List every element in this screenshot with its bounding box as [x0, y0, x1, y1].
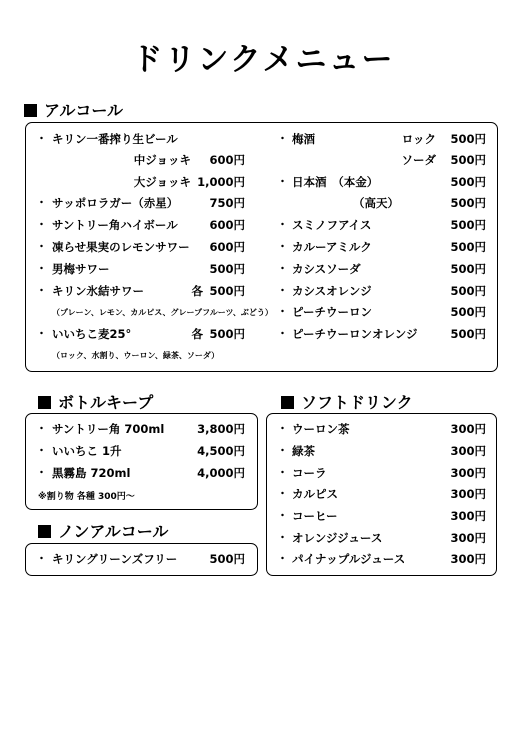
menu-item-price: 600円 [209, 153, 245, 167]
bullet-icon: ・ [36, 240, 47, 253]
section-heading-label: ボトルキープ [58, 393, 154, 412]
menu-item-name: カルーアミルク [292, 240, 372, 254]
bullet-icon: ・ [277, 327, 288, 340]
menu-item-name: 梅酒 [292, 132, 315, 146]
menu-item-name: スミノフアイス [292, 218, 372, 232]
menu-item-price: 1,000円 [197, 175, 245, 189]
menu-item-name: ウーロン茶 [292, 422, 350, 436]
section-heading-label: アルコール [44, 101, 124, 120]
menu-item-size: 中ジョッキ [133, 153, 191, 167]
section-heading-label: ノンアルコール [58, 522, 169, 541]
bullet-icon: ・ [277, 422, 288, 435]
menu-item-name: オレンジジュース [292, 531, 383, 545]
bullet-icon: ・ [36, 284, 47, 297]
menu-item-price: 300円 [450, 422, 486, 436]
bullet-icon: ・ [36, 552, 47, 565]
bullet-icon: ・ [36, 444, 47, 457]
menu-item-price: 300円 [450, 487, 486, 501]
menu-item-price: 600円 [209, 218, 245, 232]
menu-item-price: 500円 [450, 240, 486, 254]
bottle-keep-note: ※割り物 各種 300円～ [38, 492, 135, 502]
menu-item-note: （ロック、水割り、ウーロン、緑茶、ソーダ） [52, 351, 220, 360]
menu-item-price: 500円 [209, 552, 245, 566]
menu-item-price: 500円 [450, 327, 486, 341]
menu-item-name: カルピス [292, 487, 338, 501]
menu-item-price: 500円 [450, 284, 486, 298]
menu-item-name: コーヒー [292, 509, 338, 523]
menu-item-price: 500円 [209, 327, 245, 341]
section-heading-label: ソフトドリンク [301, 393, 413, 412]
menu-item-price: 300円 [450, 531, 486, 545]
menu-item-size: 大ジョッキ [133, 175, 191, 189]
menu-item-name: いいちこ 1升 [52, 444, 122, 458]
menu-item-price: 3,800円 [197, 422, 245, 436]
menu-item-price: 300円 [450, 466, 486, 480]
bullet-icon: ・ [277, 132, 288, 145]
page-title: ドリンクメニュー [131, 42, 395, 78]
bullet-icon: ・ [277, 240, 288, 253]
menu-item-name: （高天） [353, 196, 399, 210]
menu-item-each-label: 各 [191, 327, 203, 341]
menu-item-price: 500円 [450, 218, 486, 232]
menu-item-price: 750円 [209, 196, 245, 210]
bullet-icon: ・ [277, 531, 288, 544]
menu-item-name: キリングリーンズフリー [52, 552, 178, 566]
menu-item-name: サントリー角 700ml [52, 422, 165, 436]
square-bullet-icon [281, 396, 294, 409]
menu-item-price: 4,000円 [197, 466, 245, 480]
section-heading-non-alcohol [38, 519, 168, 542]
menu-item-price: 600円 [209, 240, 245, 254]
menu-item-price: 300円 [450, 509, 486, 523]
bullet-icon: ・ [277, 466, 288, 479]
bullet-icon: ・ [277, 509, 288, 522]
menu-item-name: カシスオレンジ [292, 284, 372, 298]
bullet-icon: ・ [277, 487, 288, 500]
menu-item-name: 男梅サワー [52, 262, 110, 276]
bullet-icon: ・ [36, 132, 47, 145]
menu-item-price: 500円 [450, 132, 486, 146]
bullet-icon: ・ [277, 552, 288, 565]
menu-item-price: 500円 [450, 305, 486, 319]
menu-item-price: 500円 [450, 196, 486, 210]
menu-item-name: いいちこ麦25° [52, 327, 132, 341]
menu-item-name: コーラ [292, 466, 327, 480]
menu-item-name: カシスソーダ [292, 262, 361, 276]
bullet-icon: ・ [277, 218, 288, 231]
menu-item-name: 緑茶 [292, 444, 315, 458]
bullet-icon: ・ [277, 262, 288, 275]
menu-item-price: 500円 [209, 284, 245, 298]
menu-item-price: 500円 [450, 262, 486, 276]
menu-item-name: 黒霧島 720ml [52, 466, 131, 480]
menu-item-price: 500円 [450, 175, 486, 189]
bullet-icon: ・ [36, 218, 47, 231]
bullet-icon: ・ [36, 262, 47, 275]
bullet-icon: ・ [36, 422, 47, 435]
bullet-icon: ・ [36, 327, 47, 340]
menu-item-price: 500円 [450, 153, 486, 167]
bullet-icon: ・ [277, 305, 288, 318]
menu-item-price: 500円 [209, 262, 245, 276]
menu-item-name: 日本酒 （本金） [292, 175, 379, 189]
section-heading-alcohol [24, 98, 123, 121]
menu-item-name: ピーチウーロンオレンジ [292, 327, 418, 341]
menu-item-name: サントリー角ハイボール [52, 218, 178, 232]
square-bullet-icon [38, 396, 51, 409]
menu-item-price: 300円 [450, 444, 486, 458]
menu-item-note: （プレーン、レモン、カルピス、グレープフルーツ、ぶどう） [52, 308, 273, 317]
menu-item-style: ソーダ [401, 153, 436, 167]
menu-item-style: ロック [401, 132, 436, 146]
bullet-icon: ・ [36, 466, 47, 479]
bullet-icon: ・ [277, 444, 288, 457]
menu-item-name: キリン氷結サワー [52, 284, 144, 298]
menu-item-name: パイナップルジュース [292, 552, 406, 566]
menu-item-name: ピーチウーロン [292, 305, 373, 319]
section-heading-bottle-keep [38, 390, 153, 413]
menu-item-price: 4,500円 [197, 444, 245, 458]
bullet-icon: ・ [277, 284, 288, 297]
menu-item-price: 300円 [450, 552, 486, 566]
bullet-icon: ・ [36, 196, 47, 209]
square-bullet-icon [24, 104, 37, 117]
bullet-icon: ・ [277, 175, 288, 188]
square-bullet-icon [38, 525, 51, 538]
menu-item-name: サッポロラガー（赤星） [52, 196, 179, 210]
section-heading-soft-drinks [281, 390, 413, 413]
menu-item-name: 凍らせ果実のレモンサワー [52, 240, 190, 254]
menu-item-name: キリン一番搾り生ビール [52, 132, 178, 146]
menu-item-each-label: 各 [191, 284, 203, 298]
